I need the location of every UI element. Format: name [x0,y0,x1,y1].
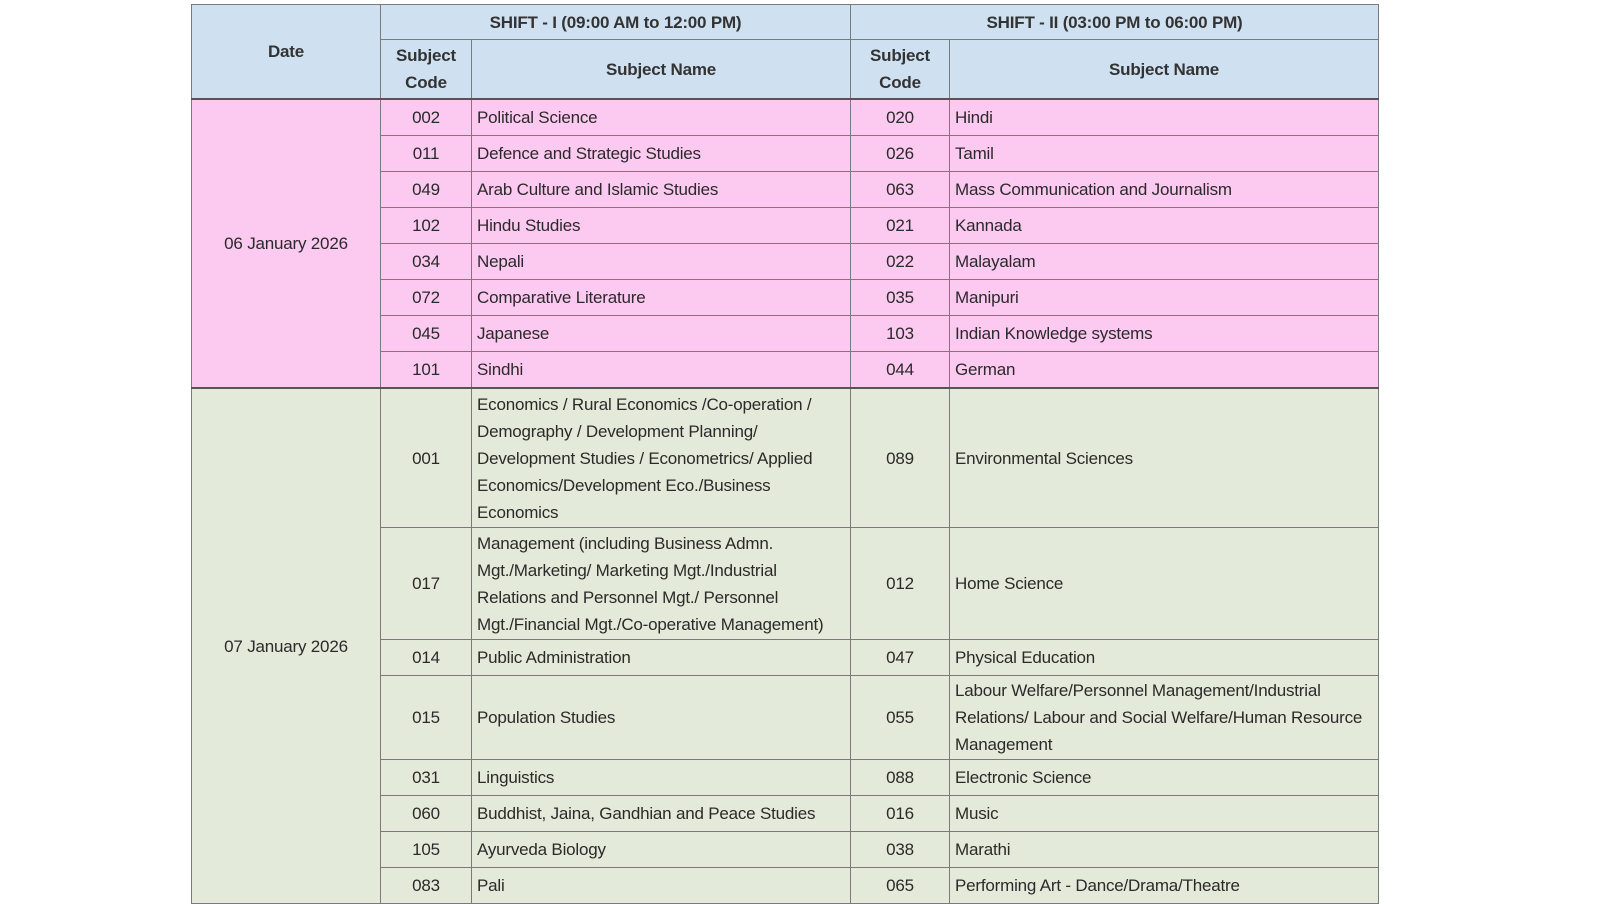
shift-1-subject-code: 101 [381,352,472,389]
shift-2-subject-name: Mass Communication and Journalism [950,172,1379,208]
date-column-header: Date [192,5,381,100]
shift-1-subject-name: Pali [472,868,851,904]
shift-1-subject-code: 102 [381,208,472,244]
shift-2-subject-code: 103 [851,316,950,352]
shift-2-subject-code: 016 [851,796,950,832]
date-group-07-january [192,388,1379,904]
shift-1-subject-name: Sindhi [472,352,851,389]
shift-1-subject-name: Defence and Strategic Studies [472,136,851,172]
shift-1-subject-code: 015 [381,676,472,760]
shift-2-subject-name: Tamil [950,136,1379,172]
shift-2-subject-code: 012 [851,528,950,640]
shift-1-subject-name: Population Studies [472,676,851,760]
shift-1-subject-code: 011 [381,136,472,172]
table-row [192,388,1379,528]
shift-1-subject-code: 045 [381,316,472,352]
shift-1-subject-name: Buddhist, Jaina, Gandhian and Peace Studies [472,796,851,832]
shift-1-subject-name: Japanese [472,316,851,352]
shift-2-subject-code: 055 [851,676,950,760]
shift-2-subject-name: Malayalam [950,244,1379,280]
shift-2-subject-name: Environmental Sciences [950,388,1379,528]
shift-1-subject-code: 002 [381,99,472,136]
shift-2-subject-code: 044 [851,352,950,389]
date-group-06-january [192,99,1379,388]
shift-1-subject-name: Nepali [472,244,851,280]
shift-2-subject-name: Marathi [950,832,1379,868]
shift-1-subject-name: Ayurveda Biology [472,832,851,868]
shift-1-subject-name: Management (including Business Admn. Mgt./Marketing/ Marketing Mgt./Industrial Relations and Personnel Mgt./ Personnel Mgt./Financial Mgt./Co-operative Management) [472,528,851,640]
shift-2-subject-code: 026 [851,136,950,172]
shift-2-subject-name-header: Subject Name [950,40,1379,100]
exam-date-cell: 07 January 2026 [192,388,381,904]
shift-2-header: SHIFT - II (03:00 PM to 06:00 PM) [851,5,1379,40]
shift-1-subject-code: 034 [381,244,472,280]
shift-1-subject-code: 105 [381,832,472,868]
shift-1-subject-code: 014 [381,640,472,676]
shift-2-subject-name: Electronic Science [950,760,1379,796]
shift-2-subject-name: Hindi [950,99,1379,136]
exam-date-cell: 06 January 2026 [192,99,381,388]
shift-1-subject-name: Arab Culture and Islamic Studies [472,172,851,208]
shift-2-subject-code: 021 [851,208,950,244]
shift-2-subject-name: German [950,352,1379,389]
shift-2-subject-code: 038 [851,832,950,868]
shift-1-subject-name: Hindu Studies [472,208,851,244]
shift-1-subject-name-header: Subject Name [472,40,851,100]
shift-2-subject-code: 035 [851,280,950,316]
shift-2-subject-name: Indian Knowledge systems [950,316,1379,352]
shift-2-subject-code: 088 [851,760,950,796]
shift-1-subject-code: 060 [381,796,472,832]
shift-1-subject-name: Public Administration [472,640,851,676]
shift-1-subject-code: 072 [381,280,472,316]
shift-1-subject-name: Linguistics [472,760,851,796]
shift-1-subject-code: 049 [381,172,472,208]
shift-1-subject-code-header: Subject Code [381,40,472,100]
shift-2-subject-name: Manipuri [950,280,1379,316]
shift-1-subject-code: 083 [381,868,472,904]
shift-2-subject-code-header: Subject Code [851,40,950,100]
shift-2-subject-name: Home Science [950,528,1379,640]
shift-1-subject-code: 001 [381,388,472,528]
shift-2-subject-name: Physical Education [950,640,1379,676]
shift-2-subject-name: Kannada [950,208,1379,244]
shift-1-header: SHIFT - I (09:00 AM to 12:00 PM) [381,5,851,40]
shift-2-subject-code: 022 [851,244,950,280]
shift-1-subject-code: 031 [381,760,472,796]
shift-1-subject-name: Economics / Rural Economics /Co-operation / Demography / Development Planning/ Development Studies / Econometrics/ Applied Economics/Development Eco./Business Economics [472,388,851,528]
shift-2-subject-name: Music [950,796,1379,832]
shift-2-subject-code: 047 [851,640,950,676]
shift-2-subject-code: 089 [851,388,950,528]
shift-2-subject-name: Performing Art - Dance/Drama/Theatre [950,868,1379,904]
exam-schedule-sheet [191,4,1378,904]
shift-1-subject-name: Political Science [472,99,851,136]
shift-1-subject-name: Comparative Literature [472,280,851,316]
shift-2-subject-code: 020 [851,99,950,136]
shift-2-subject-code: 065 [851,868,950,904]
exam-schedule-table [191,4,1379,904]
table-row [192,99,1379,136]
shift-2-subject-name: Labour Welfare/Personnel Management/Industrial Relations/ Labour and Social Welfare/Human Resource Management [950,676,1379,760]
table-header [192,5,1379,100]
shift-2-subject-code: 063 [851,172,950,208]
shift-1-subject-code: 017 [381,528,472,640]
